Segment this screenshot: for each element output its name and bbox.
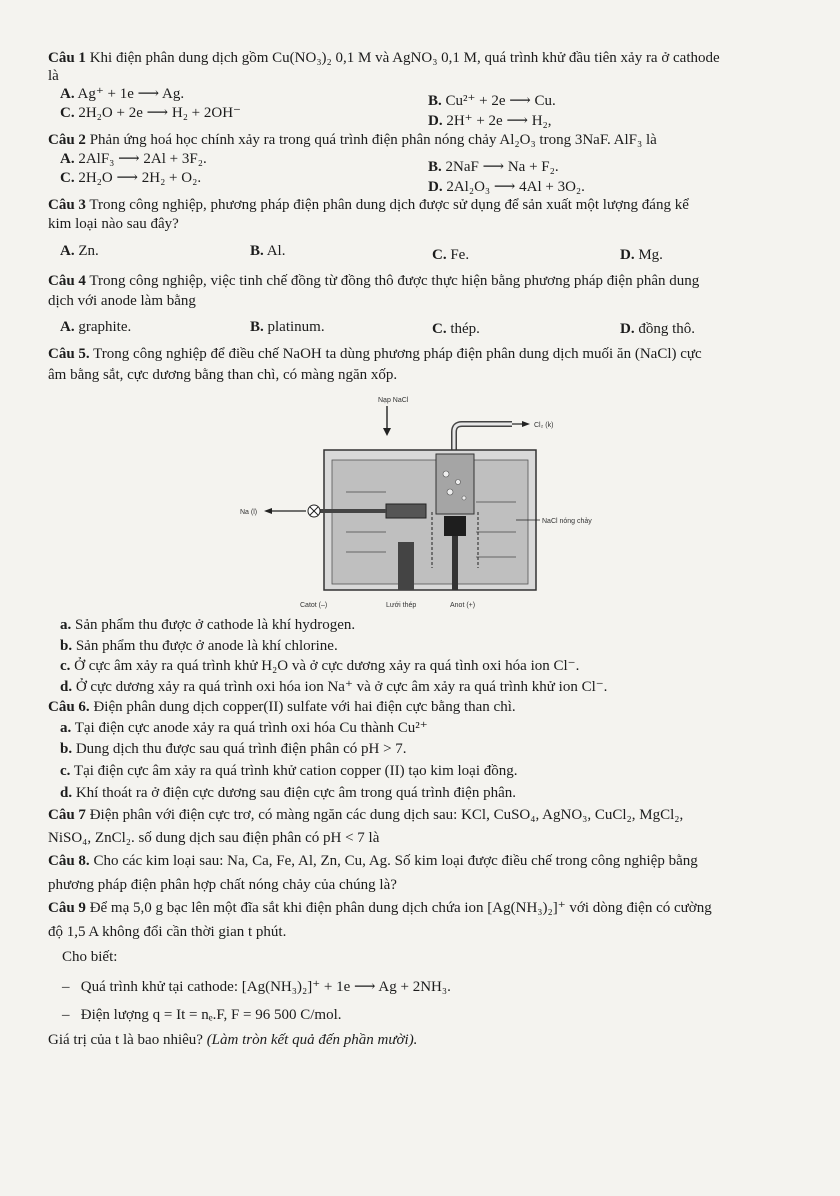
- chlorine-collector: [436, 454, 474, 514]
- q4-option-a: A. graphite.: [60, 319, 132, 335]
- q5-statement-d: d. Ở cực dương xảy ra quá trình oxi hóa ion Na⁺ và ở cực âm xảy ra quá trình khử ion Cl⁻.: [60, 679, 608, 695]
- q9-rounding-note: (Làm tròn kết quả đến phần mười).: [206, 1032, 418, 1048]
- q1-stem-line2: là: [48, 68, 59, 84]
- q6-statement-a: a. Tại điện cực anode xảy ra quá trình oxi hóa Cu thành Cu²⁺: [60, 720, 428, 736]
- cathode-rod: [398, 542, 414, 590]
- q1-option-a: A. Ag⁺ + 1e ⟶ Ag.: [60, 86, 185, 102]
- q9-stem-line1: Câu 9 Để mạ 5,0 g bạc lên một đĩa sắt khi điện phân dung dịch chứa ion [Ag(NH₃)₂]⁺ với dòng điện có cường: [48, 900, 712, 916]
- q9-given-bullet-1: – Quá trình khử tại cathode: [Ag(NH₃)₂]⁺ + 1e ⟶ Ag + 2NH₃.: [62, 979, 451, 995]
- q7-stem-line2: NiSO₄, ZnCl₂. số dung dịch sau điện phân có pH < 7 là: [48, 830, 380, 846]
- q6-statement-c: c. Tại điện cực âm xảy ra quá trình khử cation copper (II) tạo kim loại đồng.: [60, 763, 518, 779]
- q3-option-b: B. Al.: [250, 243, 286, 259]
- feed-arrow-head: [383, 428, 391, 436]
- q1-stem-line1: Câu 1 Khi điện phân dung dịch gồm Cu(NO₃)₂ 0,1 M và AgNO₃ 0,1 M, quá trình khử đầu tiên xảy ra ở cathode: [48, 50, 720, 66]
- anode-block: [444, 516, 466, 536]
- q2-stem: Câu 2 Phản ứng hoá học chính xảy ra trong quá trình điện phân nóng chảy Al₂O₃ trong 3NaF. AlF₃ là: [48, 132, 657, 148]
- q1-option-d: D. 2H⁺ + 2e ⟶ H₂,: [428, 113, 552, 129]
- diagram-feed-label: Nạp NaCl: [378, 397, 409, 404]
- q8-stem-line2: phương pháp điện phân hợp chất nóng chảy của chúng là?: [48, 877, 397, 893]
- sodium-arrow-head: [264, 508, 272, 514]
- q6-statement-d: d. Khí thoát ra ở điện cực dương sau điện cực âm trong quá trình điện phân.: [60, 785, 516, 801]
- diagram-cathode-label: Catot (–): [300, 602, 328, 609]
- q3-option-d: D. Mg.: [620, 247, 663, 263]
- cl2-arrow-head: [522, 421, 530, 427]
- q3-stem-line1: Câu 3 Trong công nghiệp, phương pháp điện phân dung dịch được sử dụng để sản xuất một lượng đáng kể: [48, 197, 689, 213]
- q4-option-c: C. thép.: [432, 321, 480, 337]
- q1-option-c: C. 2H₂O + 2e ⟶ H₂ + 2OH⁻: [60, 105, 241, 121]
- sodium-collector: [386, 504, 426, 518]
- q9-ask-text: Giá trị của t là bao nhiêu?: [48, 1032, 203, 1048]
- q9-question: [48, 1031, 417, 1049]
- q5-stem-line2: âm bằng sắt, cực dương bằng than chì, có màng ngăn xốp.: [48, 367, 398, 383]
- molten-salt-bath: [332, 460, 528, 584]
- q5-stem-line1: Câu 5. Trong công nghiệp để điều chế NaOH ta dùng phương pháp điện phân dung dịch muối ăn (NaCl) cực: [48, 346, 702, 362]
- q3-option-c: C. Fe.: [432, 247, 470, 263]
- q2-option-b: B. 2NaF ⟶ Na + F₂.: [428, 159, 559, 175]
- q2-option-a: A. 2AlF₃ ⟶ 2Al + 3F₂.: [60, 151, 207, 167]
- q3-option-a: A. Zn.: [60, 243, 99, 259]
- q6-stem: Câu 6. Điện phân dung dịch copper(II) sulfate với hai điện cực bằng than chì.: [48, 699, 516, 715]
- q4-stem-line2: dịch với anode làm bằng: [48, 293, 196, 309]
- q8-stem-line1: Câu 8. Cho các kim loại sau: Na, Ca, Fe, Al, Zn, Cu, Ag. Số kim loại được điều chế trong công nghiệp bằng: [48, 853, 698, 869]
- q3-stem-line2: kim loại nào sau đây?: [48, 216, 179, 232]
- q4-stem-line1: Câu 4 Trong công nghiệp, việc tinh chế đồng từ đồng thô được thực hiện bằng phương pháp điện phân dung: [48, 273, 700, 289]
- q9-stem-line2: độ 1,5 A không đổi cần thời gian t phút.: [48, 924, 287, 940]
- q2-option-d: D. 2Al₂O₃ ⟶ 4Al + 3O₂.: [428, 179, 585, 195]
- q9-given-heading: Cho biết:: [62, 949, 118, 965]
- diagram-cl2-label: Cl₂ (k): [534, 422, 554, 429]
- q9-given-1-text: Quá trình khử tại cathode: [Ag(NH₃)₂]⁺ + 1e ⟶ Ag + 2NH₃.: [80, 979, 451, 995]
- q9-given-bullet-2: – Điện lượng q = It = nₑ.F, F = 96 500 C/mol.: [62, 1007, 342, 1023]
- diagram-mesh-label: Lưới thép: [386, 602, 417, 609]
- q5-statement-b: b. Sản phẩm thu được ở anode là khí chlorine.: [60, 638, 338, 654]
- diagram-na-label: Na (l): [240, 509, 258, 516]
- diagram-anode-label: Anot (+): [450, 602, 476, 609]
- q2-option-c: C. 2H₂O ⟶ 2H₂ + O₂.: [60, 170, 202, 186]
- q9-given-2-text: Điện lượng q = It = nₑ.F, F = 96 500 C/mol.: [80, 1007, 342, 1023]
- q5-statement-c: c. Ở cực âm xảy ra quá trình khử H₂O và ở cực dương xảy ra quá tình oxi hóa ion Cl⁻.: [60, 658, 580, 674]
- q5-statement-a: a. Sản phẩm thu được ở cathode là khí hydrogen.: [60, 617, 356, 633]
- diagram-nacl-label: NaCl nóng chảy: [542, 518, 592, 525]
- electrolysis-cell-diagram: [236, 392, 620, 614]
- q6-statement-b: b. Dung dịch thu được sau quá trình điện phân có pH > 7.: [60, 741, 407, 757]
- q4-option-d: D. đồng thô.: [620, 321, 696, 337]
- q7-stem-line1: Câu 7 Điện phân với điện cực trơ, có màng ngăn các dung dịch sau: KCl, CuSO₄, AgNO₃, CuCl₂, MgCl₂,: [48, 807, 684, 823]
- q1-option-b: B. Cu²⁺ + 2e ⟶ Cu.: [428, 93, 556, 109]
- q4-option-b: B. platinum.: [250, 319, 325, 335]
- anode-rod: [452, 536, 458, 590]
